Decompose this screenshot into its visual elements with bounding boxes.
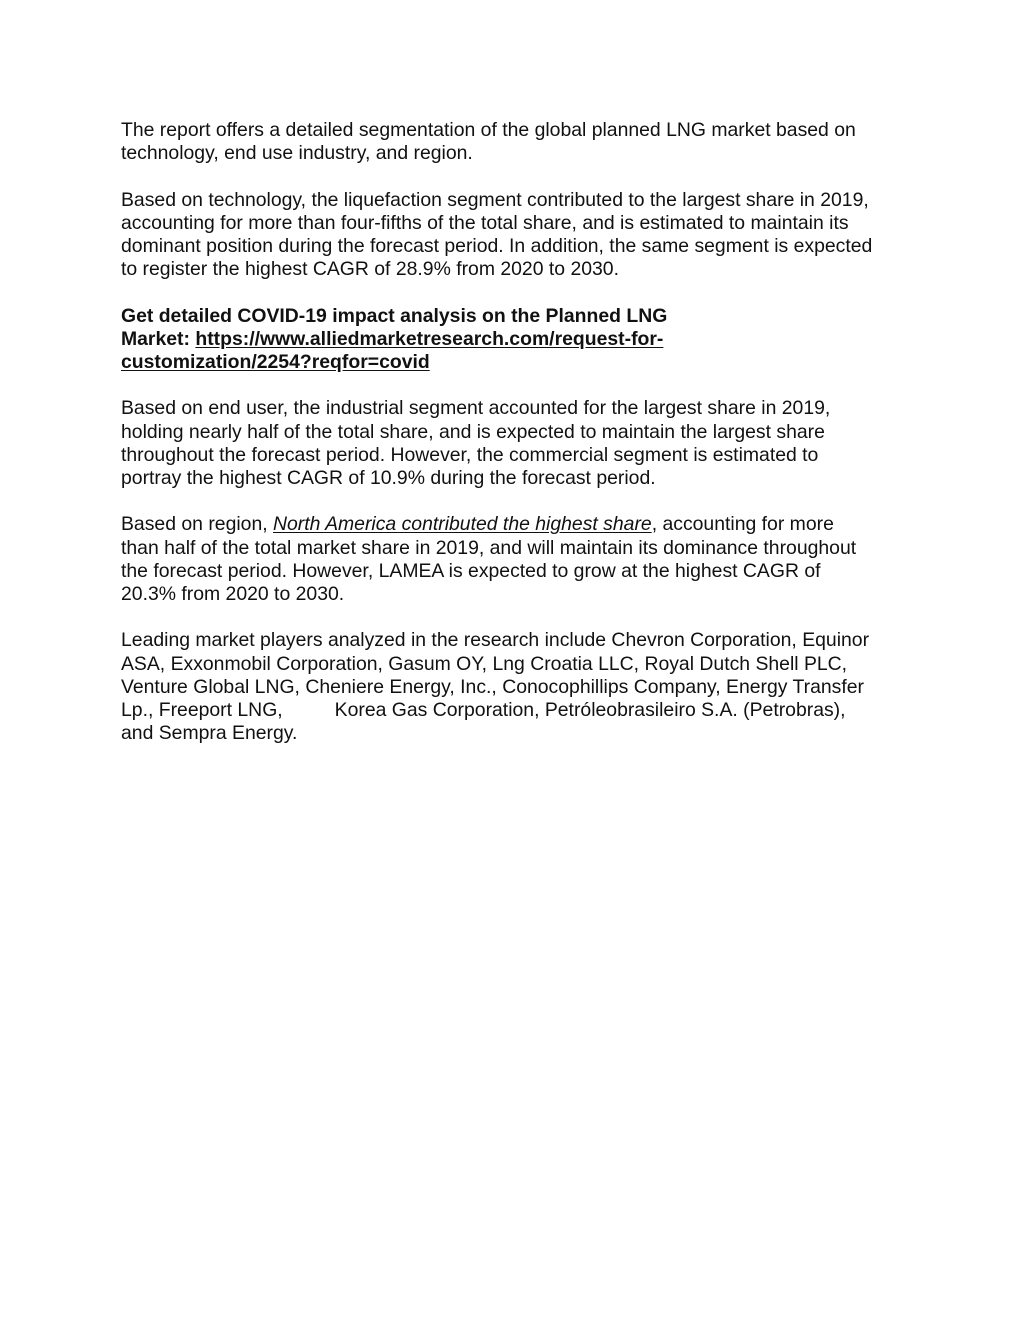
text-line: portray the highest CAGR of 10.9% during the forecast period. [121,467,656,489]
players-text-part-b: Korea Gas Corporation, Petróleobrasileiro S.A. (Petrobras), [334,699,846,721]
paragraph-end-user [121,397,911,490]
text-line: Get detailed COVID-19 impact analysis on the Planned LNG [121,304,668,327]
covid-analysis-link-part2[interactable]: customization/2254?reqfor=covid [121,351,430,373]
text-line: technology, end use industry, and region. [121,142,473,165]
text-line: than half of the total market share in 2019, and will maintain its dominance throughout [121,536,857,559]
market-label: Market: [121,327,196,350]
region-prefix-text: Based on region, [121,513,274,536]
players-text-part-a: Lp., Freeport LNG, [121,699,283,721]
text-line: The report offers a detailed segmentation of the global planned LNG market based on [121,119,856,141]
paragraph-technology [121,189,911,282]
text-line: holding nearly half of the total share, and is expected to maintain the largest share [121,420,825,443]
text-line: to register the highest CAGR of 28.9% from 2020 to 2030. [121,258,619,281]
text-line [121,328,911,351]
text-line: and Sempra Energy. [121,722,298,745]
text-line: throughout the forecast period. However, the commercial segment is estimated to [121,443,819,466]
covid-analysis-link-part1[interactable]: https://www.alliedmarketresearch.com/request-for- [195,327,664,350]
text-line: the forecast period. However, LAMEA is expected to grow at the highest CAGR of [121,559,821,582]
north-america-link[interactable]: North America contributed the highest share [273,513,652,536]
text-line [121,351,911,374]
text-line: accounting for more than four-fifths of the total share, and is estimated to maintain its [121,211,849,234]
paragraph-segmentation-intro [121,119,911,165]
paragraph-covid-callout [121,305,911,375]
text-line: dominant position during the forecast period. In addition, the same segment is expected [121,235,873,257]
text-line [121,513,911,536]
text-line: Leading market players analyzed in the research include Chevron Corporation, Equinor [121,629,870,652]
paragraph-market-players [121,629,911,745]
text-line: ASA, Exxonmobil Corporation, Gasum OY, Lng Croatia LLC, Royal Dutch Shell PLC, [121,652,848,675]
text-line [121,699,911,722]
paragraph-region [121,513,911,606]
text-line: Based on technology, the liquefaction segment contributed to the largest share in 2019, [121,188,869,211]
region-suffix-text: , accounting for more [651,513,834,536]
document-page [121,119,911,769]
text-line: Venture Global LNG, Cheniere Energy, Inc., Conocophillips Company, Energy Transfer [121,675,864,698]
text-line: 20.3% from 2020 to 2030. [121,583,345,605]
text-line: Based on end user, the industrial segment accounted for the largest share in 2019, [121,397,831,420]
